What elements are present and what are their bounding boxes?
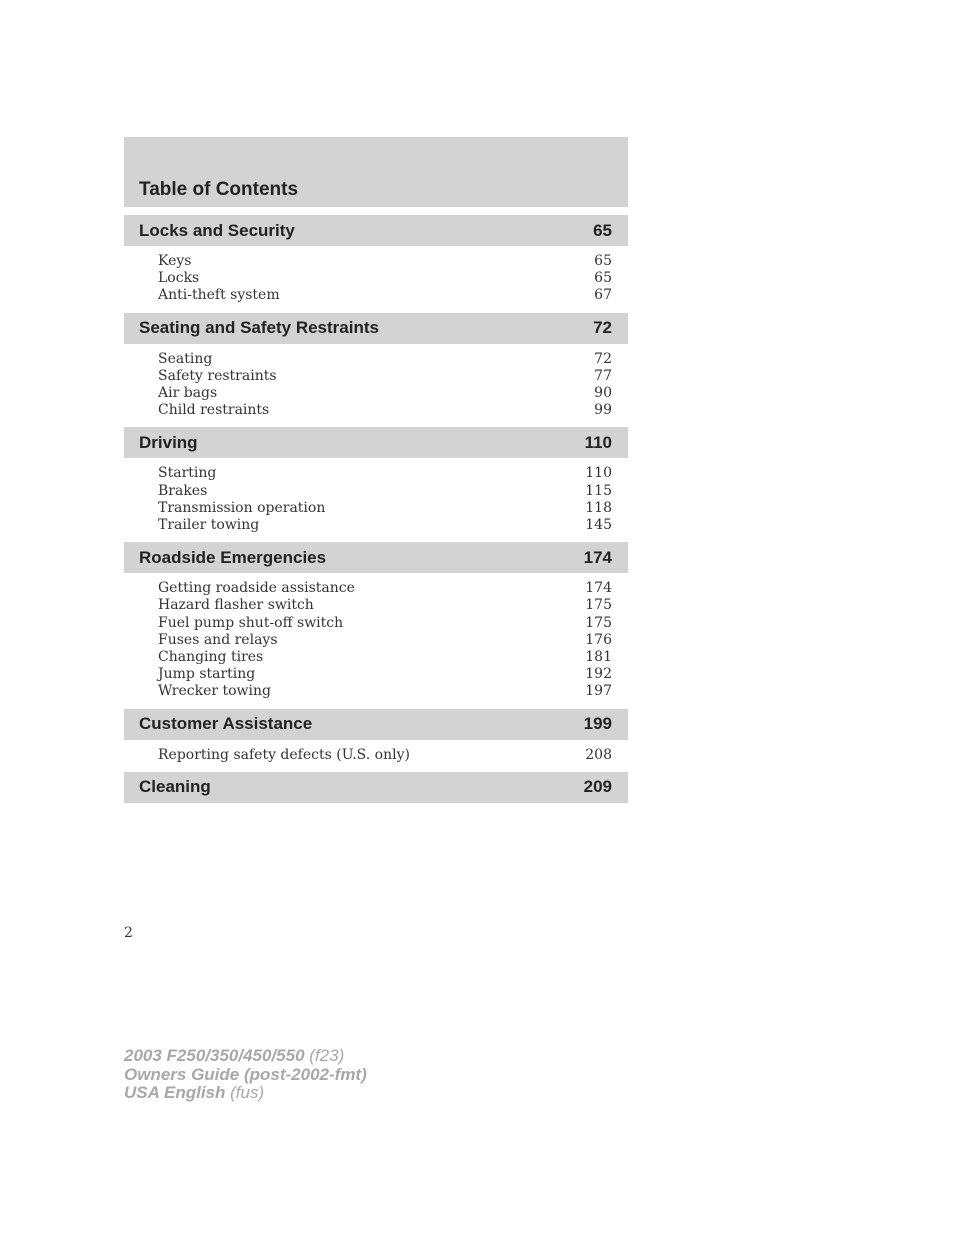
toc-item-page: 192 xyxy=(585,666,612,683)
toc-item-label: Locks xyxy=(158,270,200,287)
toc-item xyxy=(158,368,612,385)
section-title: Locks and Security xyxy=(139,220,295,240)
toc-section-heading xyxy=(124,772,628,803)
toc-item-page: 115 xyxy=(585,482,612,499)
toc-item-page: 145 xyxy=(585,517,612,534)
toc-item-page: 175 xyxy=(585,614,612,631)
section-page: 174 xyxy=(583,547,612,567)
section-title: Seating and Safety Restraints xyxy=(139,318,379,338)
toc-item-label: Fuel pump shut-off switch xyxy=(158,614,344,631)
toc-item-page: 99 xyxy=(594,402,612,419)
toc-section-heading xyxy=(124,313,628,344)
toc-item xyxy=(158,632,612,649)
toc-item-page: 65 xyxy=(594,270,612,287)
section-page: 110 xyxy=(584,432,612,452)
toc-item xyxy=(158,351,612,368)
toc-item-label: Hazard flasher switch xyxy=(158,597,314,614)
toc-item-list xyxy=(124,458,628,534)
footer-line-guide: Owners Guide (post-2002-fmt) xyxy=(124,1064,367,1084)
toc-item-page: 77 xyxy=(594,367,612,384)
table-of-contents xyxy=(124,137,628,803)
toc-item-label: Getting roadside assistance xyxy=(158,580,355,597)
toc-item-page: 181 xyxy=(585,649,612,666)
toc-item-label: Starting xyxy=(158,465,217,482)
toc-item xyxy=(158,253,612,270)
toc-item-page: 176 xyxy=(585,631,612,648)
toc-item-list xyxy=(124,740,628,764)
toc-item-label: Transmission operation xyxy=(158,499,326,516)
toc-item-page: 110 xyxy=(585,465,612,482)
toc-item-label: Trailer towing xyxy=(158,517,260,534)
toc-item-page: 118 xyxy=(585,499,612,516)
toc-item-page: 65 xyxy=(594,253,612,269)
toc-item xyxy=(158,649,612,666)
toc-item-label: Wrecker towing xyxy=(158,683,271,700)
toc-item xyxy=(158,683,612,700)
toc-sections xyxy=(124,215,628,803)
toc-item xyxy=(158,666,612,683)
document-footer xyxy=(124,1047,367,1103)
footer-line-language: USA English (fus) xyxy=(124,1083,265,1102)
toc-section-heading xyxy=(124,215,628,246)
page-number: 2 xyxy=(124,925,133,941)
section-title: Roadside Emergencies xyxy=(139,547,327,567)
toc-item-page: 175 xyxy=(585,597,612,614)
toc-item xyxy=(158,270,612,287)
toc-item xyxy=(158,747,612,764)
section-title: Customer Assistance xyxy=(139,714,313,734)
footer-line-model: 2003 F250/350/450/550 (f23) xyxy=(124,1046,345,1065)
toc-title: Table of Contents xyxy=(139,179,299,200)
toc-section-heading xyxy=(124,542,628,573)
toc-item-label: Reporting safety defects (U.S. only) xyxy=(158,746,410,763)
toc-item xyxy=(158,517,612,534)
toc-header xyxy=(124,137,628,207)
toc-item-list xyxy=(124,344,628,420)
toc-item-label: Changing tires xyxy=(158,649,264,666)
toc-item xyxy=(158,580,612,597)
section-page: 209 xyxy=(583,777,612,797)
toc-item xyxy=(158,597,612,614)
toc-item xyxy=(158,402,612,419)
toc-item-label: Brakes xyxy=(158,482,208,499)
toc-item-label: Fuses and relays xyxy=(158,631,278,648)
section-page: 65 xyxy=(593,220,612,240)
toc-item-label: Jump starting xyxy=(158,666,256,683)
section-title: Driving xyxy=(139,432,198,452)
toc-item xyxy=(158,483,612,500)
toc-item xyxy=(158,287,612,304)
toc-item-label: Air bags xyxy=(158,385,218,402)
toc-item-page: 72 xyxy=(594,350,612,367)
toc-item-list xyxy=(124,573,628,700)
toc-item-page: 197 xyxy=(585,683,612,700)
toc-item xyxy=(158,615,612,632)
toc-section-heading xyxy=(124,709,628,740)
toc-item-label: Seating xyxy=(158,350,213,367)
toc-item xyxy=(158,465,612,482)
toc-item-page: 208 xyxy=(585,746,612,763)
toc-item-page: 174 xyxy=(585,580,612,597)
toc-item-list xyxy=(124,246,628,305)
toc-item-label: Keys xyxy=(158,253,192,269)
section-title: Cleaning xyxy=(139,777,211,797)
section-page: 199 xyxy=(583,714,612,734)
toc-item-label: Child restraints xyxy=(158,402,270,419)
toc-item xyxy=(158,500,612,517)
toc-section-heading xyxy=(124,427,628,458)
toc-item-page: 90 xyxy=(594,385,612,402)
toc-item-page: 67 xyxy=(594,287,612,304)
section-page: 72 xyxy=(593,318,612,338)
toc-item xyxy=(158,385,612,402)
toc-item-label: Anti-theft system xyxy=(158,287,280,304)
toc-item-label: Safety restraints xyxy=(158,367,277,384)
